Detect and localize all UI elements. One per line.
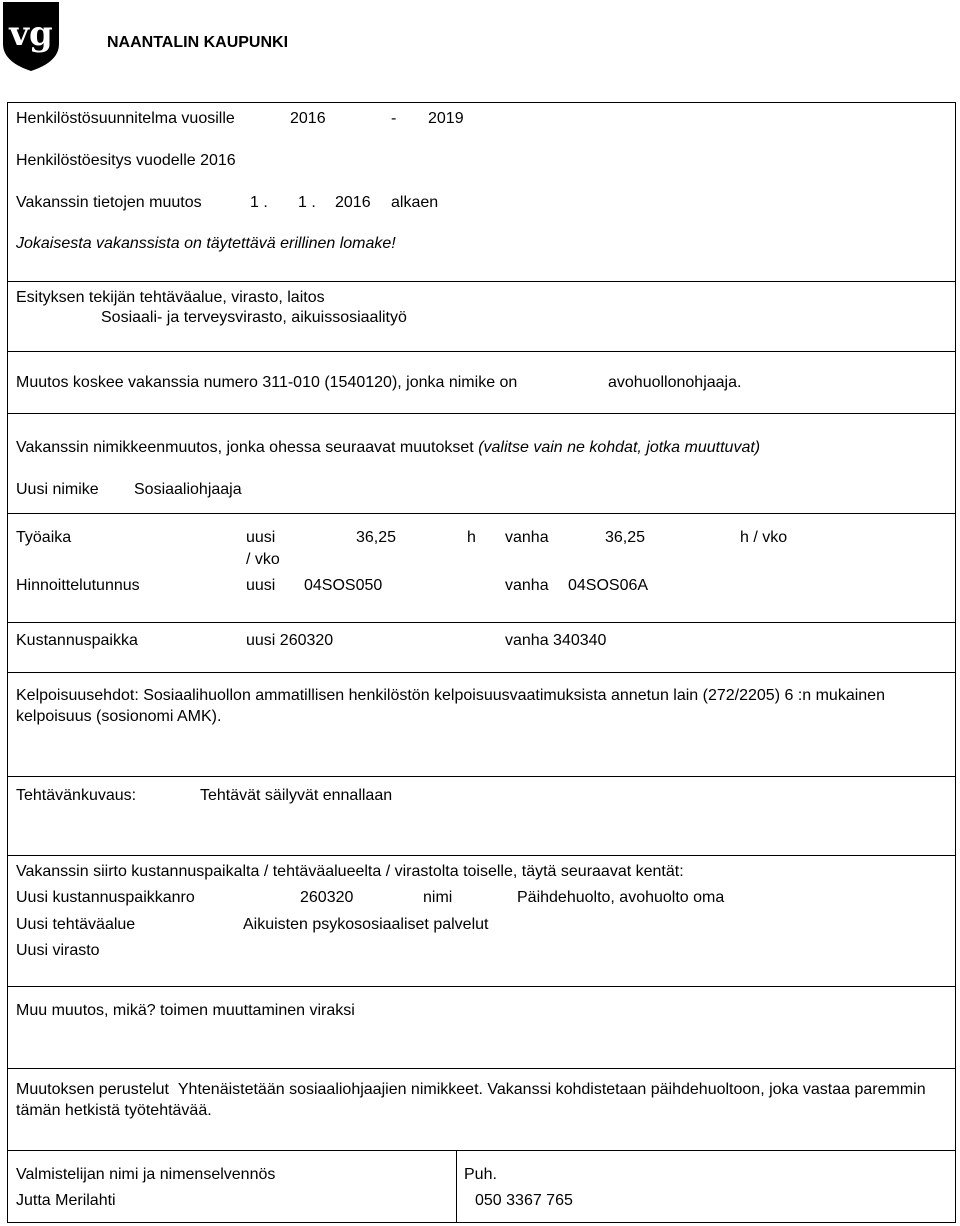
phone-value: 050 3367 765 (475, 1192, 573, 1209)
change-year: 2016 (335, 194, 371, 211)
rename-note: (valitse vain ne kohdat, jotka muuttuvat) (478, 439, 761, 456)
worktime-new-unit: h (467, 529, 476, 546)
transfer-text: Vakanssin siirto kustannuspaikalta / tehtäväalueelta / virastolta toiselle, täytä seuraavat kentät: (16, 863, 684, 880)
divider (7, 281, 956, 282)
new-area-label: Uusi tehtäväalue (16, 916, 136, 933)
worktime-new-label: uusi (246, 529, 276, 546)
jobdesc-value: Tehtävät säilyvät ennallaan (200, 787, 393, 804)
divider (7, 413, 956, 414)
worktime-label: Työaika (16, 529, 72, 546)
pricing-old-label: vanha (505, 577, 549, 594)
divider (7, 351, 956, 352)
worktime-old-value: 36,25 (605, 529, 646, 546)
jobdesc-label: Tehtävänkuvaus: (16, 787, 137, 804)
pricing-new-label: uusi (246, 577, 276, 594)
phone-label: Puh. (464, 1166, 497, 1183)
change-day: 1 . (250, 194, 268, 211)
divider (7, 1068, 956, 1069)
plan-start: 2016 (290, 110, 326, 127)
costcenter-new: uusi 260320 (246, 632, 334, 649)
reason-label: Muutoksen perustelut (16, 1081, 169, 1098)
form-frame (7, 102, 956, 1223)
new-area-value: Aikuisten psykososiaaliset palvelut (243, 916, 489, 933)
divider (7, 672, 956, 673)
plan-label: Henkilöstösuunnitelma vuosille (16, 110, 235, 127)
preparer-label: Valmistelijan nimi ja nimenselvennös (16, 1166, 276, 1183)
vacancy-text: Muutos koskee vakanssia numero 311-010 (1540120), jonka nimike on (16, 374, 518, 391)
costcenter-label: Kustannuspaikka (16, 632, 138, 649)
form-instruction: Jokaisesta vakanssista on täytettävä erillinen lomake! (16, 235, 396, 252)
rename-line (16, 439, 760, 457)
divider (7, 986, 956, 987)
new-costcenter-value: 260320 (300, 889, 354, 906)
worktime-new-value: 36,25 (356, 529, 397, 546)
pricing-old-value: 04SOS06A (568, 577, 649, 594)
submitter-value: Sosiaali- ja terveysvirasto, aikuissosiaalityö (101, 309, 407, 326)
new-agency-label: Uusi virasto (16, 942, 100, 959)
reason-block (16, 1079, 936, 1121)
organization-name: NAANTALIN KAUPUNKI (107, 34, 289, 51)
worktime-old-unit: h / vko (740, 529, 788, 546)
plan-end: 2019 (428, 110, 464, 127)
pricing-label: Hinnoittelutunnus (16, 577, 140, 594)
worktime-new-unit-cont: / vko (246, 551, 280, 568)
change-label: Vakanssin tietojen muutos (16, 194, 202, 211)
city-logo (0, 0, 62, 72)
proposal-year: Henkilöstöesitys vuodelle 2016 (16, 152, 236, 169)
pricing-new-value: 04SOS050 (304, 577, 383, 594)
rename-text: Vakanssin nimikkeenmuutos, jonka ohessa seuraavat muutokset (16, 439, 474, 456)
change-month: 1 . (298, 194, 316, 211)
other-change: Muu muutos, mikä? toimen muuttaminen viraksi (16, 1002, 355, 1019)
new-costcenter-label: Uusi kustannuspaikkanro (16, 889, 195, 906)
reason-value: Yhtenäistetään sosiaaliohjaajien nimikkeet. Vakanssi kohdistetaan päihdehuoltoon, joka vastaa paremmin tämän hetkistä työtehtävää. (16, 1081, 926, 1119)
divider (7, 855, 956, 856)
plan-dash: - (391, 110, 397, 127)
new-title-value: Sosiaaliohjaaja (134, 481, 242, 498)
name-value: Päihdehuolto, avohuolto oma (517, 889, 725, 906)
divider (456, 1150, 457, 1223)
worktime-old-label: vanha (505, 529, 549, 546)
vacancy-title: avohuollonohjaaja. (608, 374, 742, 391)
qualification-text: Kelpoisuusehdot: Sosiaalihuollon ammatillisen henkilöstön kelpoisuusvaatimuksista annetun lain (272/2205) 6 :n mukainen kelpoisuus (sosionomi AMK). (16, 687, 885, 725)
name-label: nimi (423, 889, 453, 906)
divider (7, 513, 956, 514)
preparer-name: Jutta Merilahti (16, 1192, 116, 1209)
change-suffix: alkaen (391, 194, 439, 211)
new-title-label: Uusi nimike (16, 481, 99, 498)
costcenter-old: vanha 340340 (505, 632, 607, 649)
divider (7, 1150, 956, 1151)
divider (7, 776, 956, 777)
logo-letters: vg (9, 14, 53, 54)
submitter-label: Esityksen tekijän tehtäväalue, virasto, laitos (16, 289, 325, 306)
divider (7, 622, 956, 623)
